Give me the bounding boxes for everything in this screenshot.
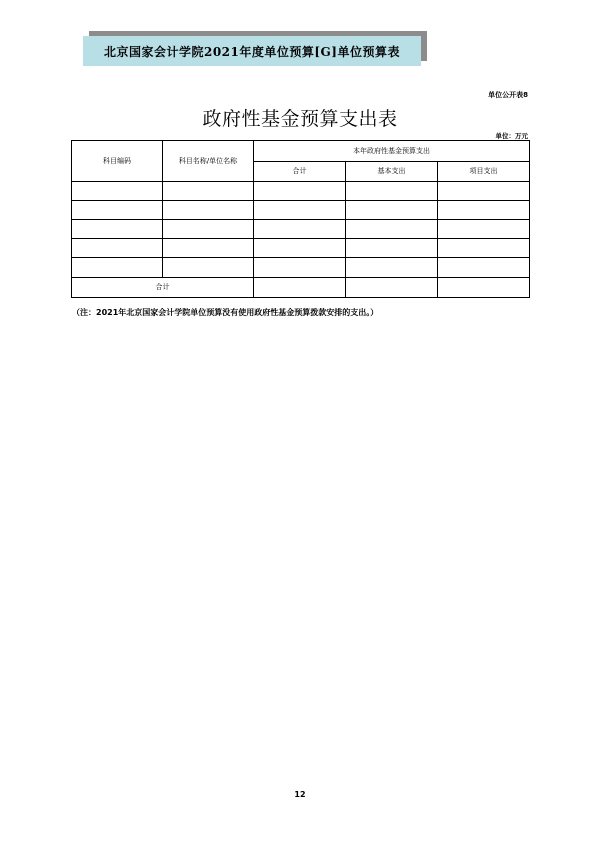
header-subject-code: 科目编码 bbox=[72, 141, 163, 182]
table-cell bbox=[438, 219, 530, 238]
total-row bbox=[72, 277, 530, 297]
header-fund-expenditure: 本年政府性基金预算支出 bbox=[254, 141, 530, 162]
table-cell bbox=[346, 277, 438, 297]
table-cell bbox=[346, 239, 438, 258]
table-cell bbox=[438, 200, 530, 219]
table-row bbox=[72, 219, 530, 238]
table-cell bbox=[163, 181, 254, 200]
header-project-expenditure: 项目支出 bbox=[438, 162, 530, 181]
table-cell bbox=[254, 239, 346, 258]
table-cell bbox=[254, 219, 346, 238]
page-number: 12 bbox=[294, 790, 306, 799]
table-cell bbox=[438, 277, 530, 297]
table-cell bbox=[254, 277, 346, 297]
unit-label: 单位：万元 bbox=[495, 132, 528, 140]
table-row bbox=[72, 239, 530, 258]
table-row bbox=[72, 181, 530, 200]
table-number: 单位公开表8 bbox=[488, 91, 528, 99]
table-cell bbox=[254, 258, 346, 277]
total-row-label: 合计 bbox=[72, 277, 254, 297]
table-cell bbox=[254, 181, 346, 200]
table-cell bbox=[163, 200, 254, 219]
table-cell bbox=[72, 181, 163, 200]
budget-table bbox=[71, 140, 530, 298]
table-cell bbox=[163, 239, 254, 258]
header-basic-expenditure: 基本支出 bbox=[346, 162, 438, 181]
table-cell bbox=[72, 258, 163, 277]
header-subject-name: 科目名称/单位名称 bbox=[163, 141, 254, 182]
table-cell bbox=[346, 258, 438, 277]
table-cell bbox=[346, 219, 438, 238]
table-cell bbox=[72, 239, 163, 258]
table-row bbox=[72, 258, 530, 277]
table-cell bbox=[346, 200, 438, 219]
table-row bbox=[72, 200, 530, 219]
table-cell bbox=[346, 181, 438, 200]
table-cell bbox=[72, 200, 163, 219]
page-title: 政府性基金预算支出表 bbox=[202, 108, 398, 130]
table-cell bbox=[438, 181, 530, 200]
header-total: 合计 bbox=[254, 162, 346, 181]
table-cell bbox=[72, 219, 163, 238]
table-cell bbox=[163, 219, 254, 238]
table-cell bbox=[438, 239, 530, 258]
table-cell bbox=[163, 258, 254, 277]
footnote: （注：2021年北京国家会计学院单位预算没有使用政府性基金预算拨款安排的支出。） bbox=[72, 308, 379, 317]
banner-title: 北京国家会计学院2021年度单位预算[G]单位预算表 bbox=[83, 36, 421, 66]
table-cell bbox=[254, 200, 346, 219]
table-cell bbox=[438, 258, 530, 277]
banner bbox=[83, 36, 421, 68]
